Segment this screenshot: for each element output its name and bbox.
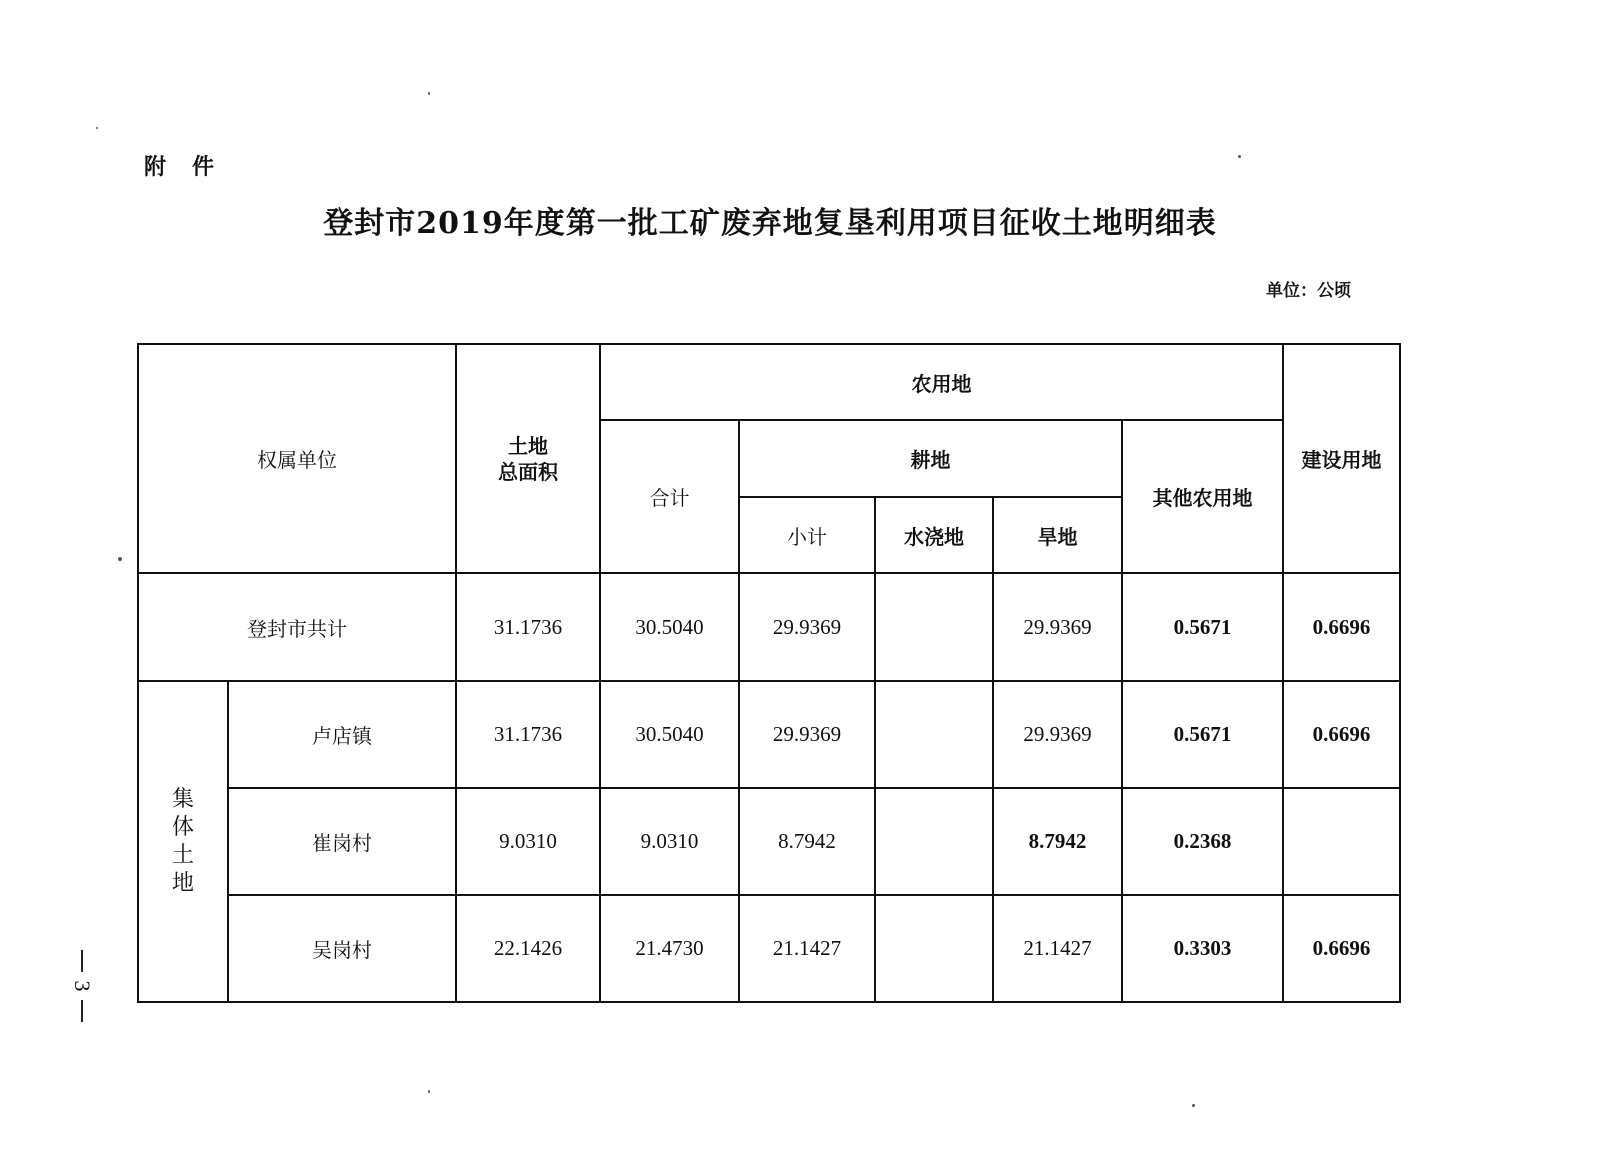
unit-label: 单位：公顷	[1266, 281, 1351, 301]
table-row	[138, 895, 1400, 1002]
cell-cultivated-subtotal: 21.1427	[739, 895, 875, 1002]
header-agricultural: 农用地	[600, 344, 1283, 420]
header-owner: 权属单位	[138, 344, 456, 573]
cell-other-agri: 0.5671	[1122, 573, 1283, 681]
scan-speck	[1192, 1104, 1195, 1107]
cell-construction	[1283, 788, 1400, 895]
cell-dry: 29.9369	[993, 681, 1122, 788]
header-total-area: 土地 总面积	[456, 344, 600, 573]
cell-irrigated	[875, 788, 993, 895]
cell-irrigated	[875, 895, 993, 1002]
page-number	[62, 950, 102, 1030]
row-name: 登封市共计	[138, 573, 456, 681]
header-agri-total: 合计	[600, 420, 739, 573]
header-dry: 旱地	[993, 497, 1122, 573]
document-title: 登封市2019年度第一批工矿废弃地复垦利用项目征收土地明细表	[323, 206, 1217, 241]
cell-agri-total: 9.0310	[600, 788, 739, 895]
cell-dry: 8.7942	[993, 788, 1122, 895]
cell-dry: 29.9369	[993, 573, 1122, 681]
cell-agri-total: 30.5040	[600, 681, 739, 788]
scan-speck	[1238, 155, 1241, 158]
table-row	[138, 788, 1400, 895]
cell-cultivated-subtotal: 29.9369	[739, 573, 875, 681]
cell-irrigated	[875, 681, 993, 788]
page-number-digit: 3	[70, 980, 95, 992]
cell-irrigated	[875, 573, 993, 681]
scan-speck	[428, 1090, 430, 1093]
row-name: 吴岗村	[228, 895, 456, 1002]
cell-other-agri: 0.2368	[1122, 788, 1283, 895]
cell-construction: 0.6696	[1283, 681, 1400, 788]
scan-speck	[96, 127, 98, 129]
row-name: 卢店镇	[228, 681, 456, 788]
cell-total-area: 9.0310	[456, 788, 600, 895]
header-cultivated: 耕地	[739, 420, 1122, 497]
cell-cultivated-subtotal: 8.7942	[739, 788, 875, 895]
cell-agri-total: 21.4730	[600, 895, 739, 1002]
header-irrigated: 水浇地	[875, 497, 993, 573]
cell-total-area: 31.1736	[456, 681, 600, 788]
cell-construction: 0.6696	[1283, 895, 1400, 1002]
cell-other-agri: 0.3303	[1122, 895, 1283, 1002]
cell-total-area: 22.1426	[456, 895, 600, 1002]
cell-total-area: 31.1736	[456, 573, 600, 681]
cell-agri-total: 30.5040	[600, 573, 739, 681]
cell-cultivated-subtotal: 29.9369	[739, 681, 875, 788]
attachment-label: 附件	[144, 155, 241, 180]
collective-land-label: 集体土地	[138, 681, 228, 1002]
header-other-agri: 其他农用地	[1122, 420, 1283, 573]
header-cultivated-subtotal: 小计	[739, 497, 875, 573]
table-row-total	[138, 573, 1400, 681]
scan-speck	[118, 557, 122, 561]
table-row	[138, 681, 1400, 788]
cell-dry: 21.1427	[993, 895, 1122, 1002]
land-acquisition-table	[137, 343, 1401, 1003]
scan-speck	[428, 92, 430, 95]
cell-construction: 0.6696	[1283, 573, 1400, 681]
row-name: 崔岗村	[228, 788, 456, 895]
cell-other-agri: 0.5671	[1122, 681, 1283, 788]
header-construction: 建设用地	[1283, 344, 1400, 573]
